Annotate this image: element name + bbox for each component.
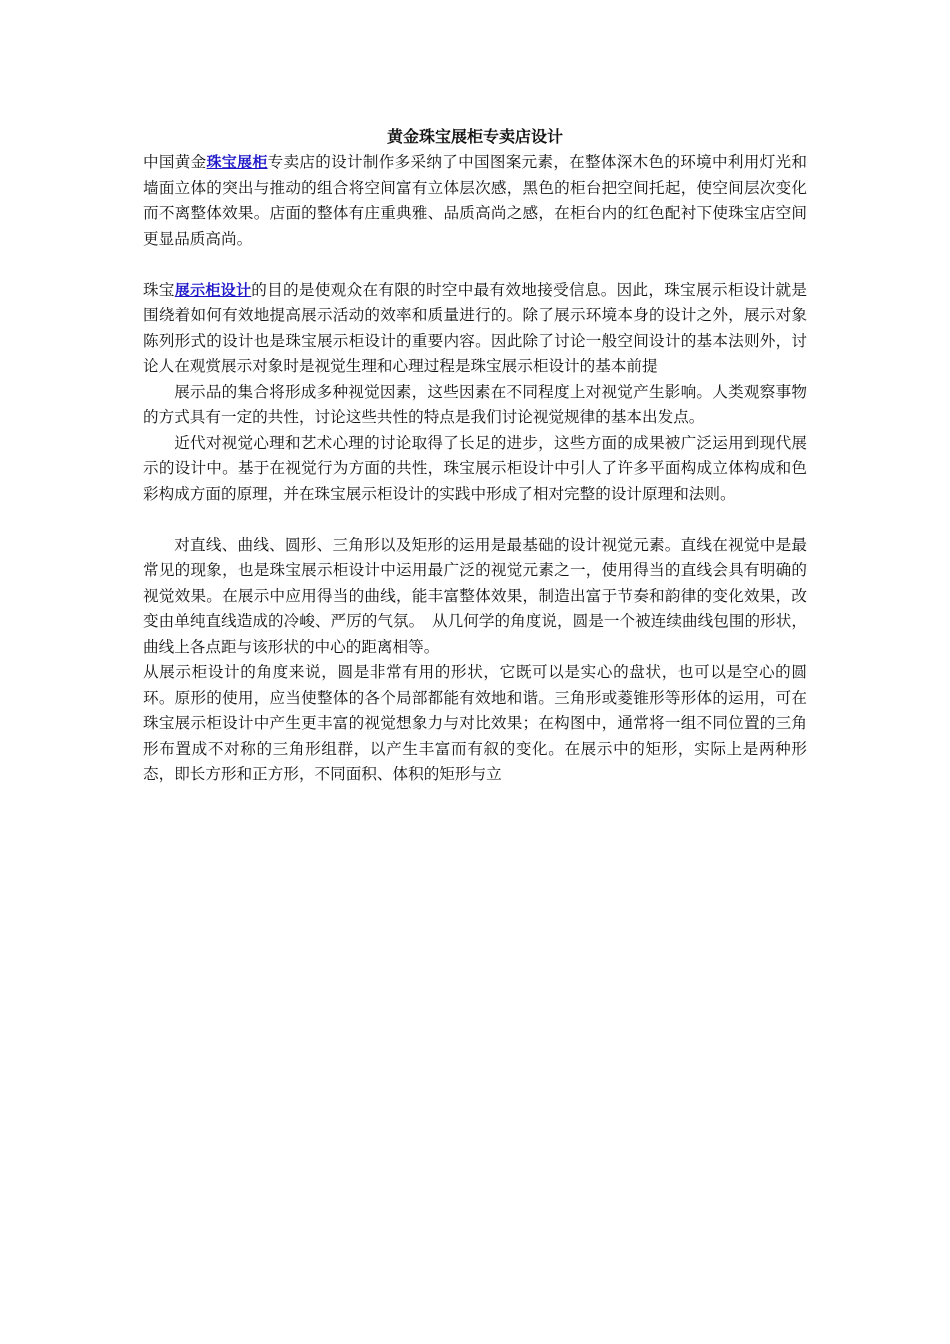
paragraph-text: 专卖店的设计制作多采纳了中国图案元素，在整体深木色的环境中利用灯光和墙面立体的突出与推动的组合将空间富有立体层次感，黑色的柜台把空间托起，使空间层次变化而不离整体效果。店面的整体有庄重典雅、品质高尚之感，在柜台内的红色配衬下使珠宝店空间更显品质高尚。	[143, 153, 807, 248]
jewelry-showcase-link[interactable]: 珠宝展柜	[206, 153, 268, 171]
paragraph-purpose	[143, 278, 807, 380]
paragraph-text: 的目的是使观众在有限的时空中最有效地接受信息。因此，珠宝展示柜设计就是围绕着如何有效地提高展示活动的效率和质量进行的。除了展示环境本身的设计之外，展示对象陈列形式的设计也是珠宝展示柜设计的重要内容。因此除了讨论一般空间设计的基本法则外，讨论人在观赏展示对象时是视觉生理和心理过程是珠宝展示柜设计的基本前提	[143, 280, 807, 375]
blank-line	[143, 252, 807, 278]
paragraph-intro	[143, 150, 807, 252]
blank-line	[143, 507, 807, 533]
display-cabinet-design-link[interactable]: 展示柜设计	[174, 280, 252, 299]
paragraph-text: 中国黄金	[143, 153, 207, 171]
paragraph-visual-psychology: 近代对视觉心理和艺术心理的讨论取得了长足的进步，这些方面的成果被广泛运用到现代展示的设计中。基于在视觉行为方面的共性，珠宝展示柜设计中引人了许多平面构成立体构成和色彩构成方面的原理，并在珠宝展示柜设计的实践中形成了相对完整的设计原理和法则。	[143, 433, 807, 503]
paragraph-text: 珠宝	[143, 280, 175, 299]
document-title: 黄金珠宝展柜专卖店设计	[386, 127, 563, 146]
document-page	[143, 124, 807, 788]
paragraph-circle-triangle-rectangle: 从展示柜设计的角度来说，圆是非常有用的形状，它既可以是实心的盘状，也可以是空心的圆环。原形的使用，应当使整体的各个局部都能有效地和谐。三角形或菱锥形等形体的运用，可在珠宝展示柜设计中产生更丰富的视觉想象力与对比效果；在构图中，通常将一组不同位置的三角形布置成不对称的三角形组群，以产生丰富而有叙的变化。在展示中的矩形，实际上是两种形态，即长方形和正方形，不同面积、体积的矩形与立	[143, 663, 807, 783]
paragraph-shapes: 对直线、曲线、圆形、三角形以及矩形的运用是最基础的设计视觉元素。直线在视觉中是最常见的现象，也是珠宝展示柜设计中运用最广泛的视觉元素之一，使用得当的直线会具有明确的视觉效果。在展示中应用得当的曲线，能丰富整体效果，制造出富于节奏和韵律的变化效果，改变由单纯直线造成的冷峻、严厉的气氛。 从几何学的角度说，圆是一个被连续曲线包围的形状，曲线上各点距与该形状的中心的距离相等。	[143, 535, 807, 656]
paragraph-visual-factors: 展示品的集合将形成多种视觉因素，这些因素在不同程度上对视觉产生影响。人类观察事物的方式具有一定的共性，讨论这些共性的特点是我们讨论视觉规律的基本出发点。	[143, 382, 807, 426]
